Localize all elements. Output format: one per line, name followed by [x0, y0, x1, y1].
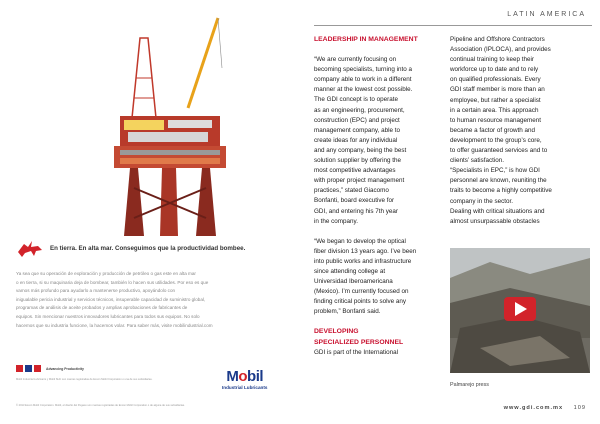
ad-copyright: © 2013 Exxon Mobil Corporation. Mobil, el diseño del Pegaso son marcas registradas de Exxon Mobil Corporation o de alguna de sus subsidiarias. [16, 404, 185, 407]
palmarejo-video-thumbnail[interactable] [450, 248, 590, 373]
section-label: LATIN AMERICA [507, 11, 586, 18]
article-column-2: Pipeline and Offshore Contractors Association (IPLOCA), and provides continual training to keep their workforce up to date and to rely on qualified professionals. Every GDI staff member is more than an employee, but rather a specialist in a certain area. This approach to human resource management became a factor of growth and development to the group’s core, to offer guaranteed services and to clients’ satisfaction. “Specialists in EPC,” is how GDI personnel are known, reuniting the traits to become a highly competitive company in the sector. Dealing with critical situations and almost unsurpassable obstacles [450, 36, 552, 225]
header-rule [314, 25, 592, 26]
partner-logos [16, 365, 84, 372]
heading-specialized: SPECIALIZED PERSONNEL [314, 338, 404, 346]
shc-square-icon [25, 365, 32, 372]
ad-fine-print: Mobil Industrial Lubricants y Mobil SHC son marcas registradas de Exxon Mobil Corporation o una de sus subsidiarias. [16, 378, 153, 381]
page-number: 109 [573, 405, 586, 411]
small-logo-text: Advancing Productivity [46, 366, 84, 371]
ad-body-text: Ya sea que su operación de exploración y producción de petróleo o gas este en alta mar o en tierra, si su maquinaria deja de bombear, también lo hacen sus utilidades. Por eso es que vamos más profundo para ayudarlo a mantenerse productivo, apoyándolo con inigualable pericia industrial y servicios técnicos, insuperable capacidad de suministro global, programas de análisis de aceite probados y amplias aprobaciones de fabricantes de equipos. Sin mencionar nuestros innovadores lubricantes para todos sus equipos. No solo hacemos que su industria funcione, la hacemos volar. Para saber más, visite mobilindustrial.com [16, 271, 213, 328]
pegasus-logo-icon [16, 238, 44, 258]
pegasus-square-icon [34, 365, 41, 372]
heading-leadership: LEADERSHIP IN MANAGEMENT [314, 36, 418, 43]
heading-developing: DEVELOPING [314, 328, 359, 336]
page-footer [504, 405, 586, 411]
article-column-1: LEADERSHIP IN MANAGEMENT “We are currently focusing on becoming specialists, turning into a company able to work in a different manner at the lowest cost possible. The GDI concept is to operate as an engineering, procurement, construction (EPC) and project management company, able to create ideas for any individual and any company, being the best solution supplier by offering the most competitive advantages with proper project management practices,” stated Giacomo Bonfanti, board executive for GDI, and entering his 7th year in the company. “We began to develop the optical fiber division 13 years ago. I’ve been into public works and infrastructure since attending college at Universidad Iberoamericana (Mexico). I’m currently focused on finding critical points to solve any problem,” Bonfanti said. DEVELOPING SPECIALIZED PERSONNEL GDI is part of the International [314, 35, 452, 358]
article-page [300, 0, 600, 424]
mobil-brand-logo: Mobil Industrial Lubricants [222, 368, 268, 390]
photo-caption: Palmarejo press [450, 382, 489, 388]
footer-url[interactable]: www.gdi.com.mx [503, 405, 564, 411]
ad-tagline: En tierra. En alta mar. Conseguimos que la productividad bombee. [50, 244, 246, 252]
mobil-square-icon [16, 365, 23, 372]
offshore-rig-illustration [110, 8, 230, 236]
